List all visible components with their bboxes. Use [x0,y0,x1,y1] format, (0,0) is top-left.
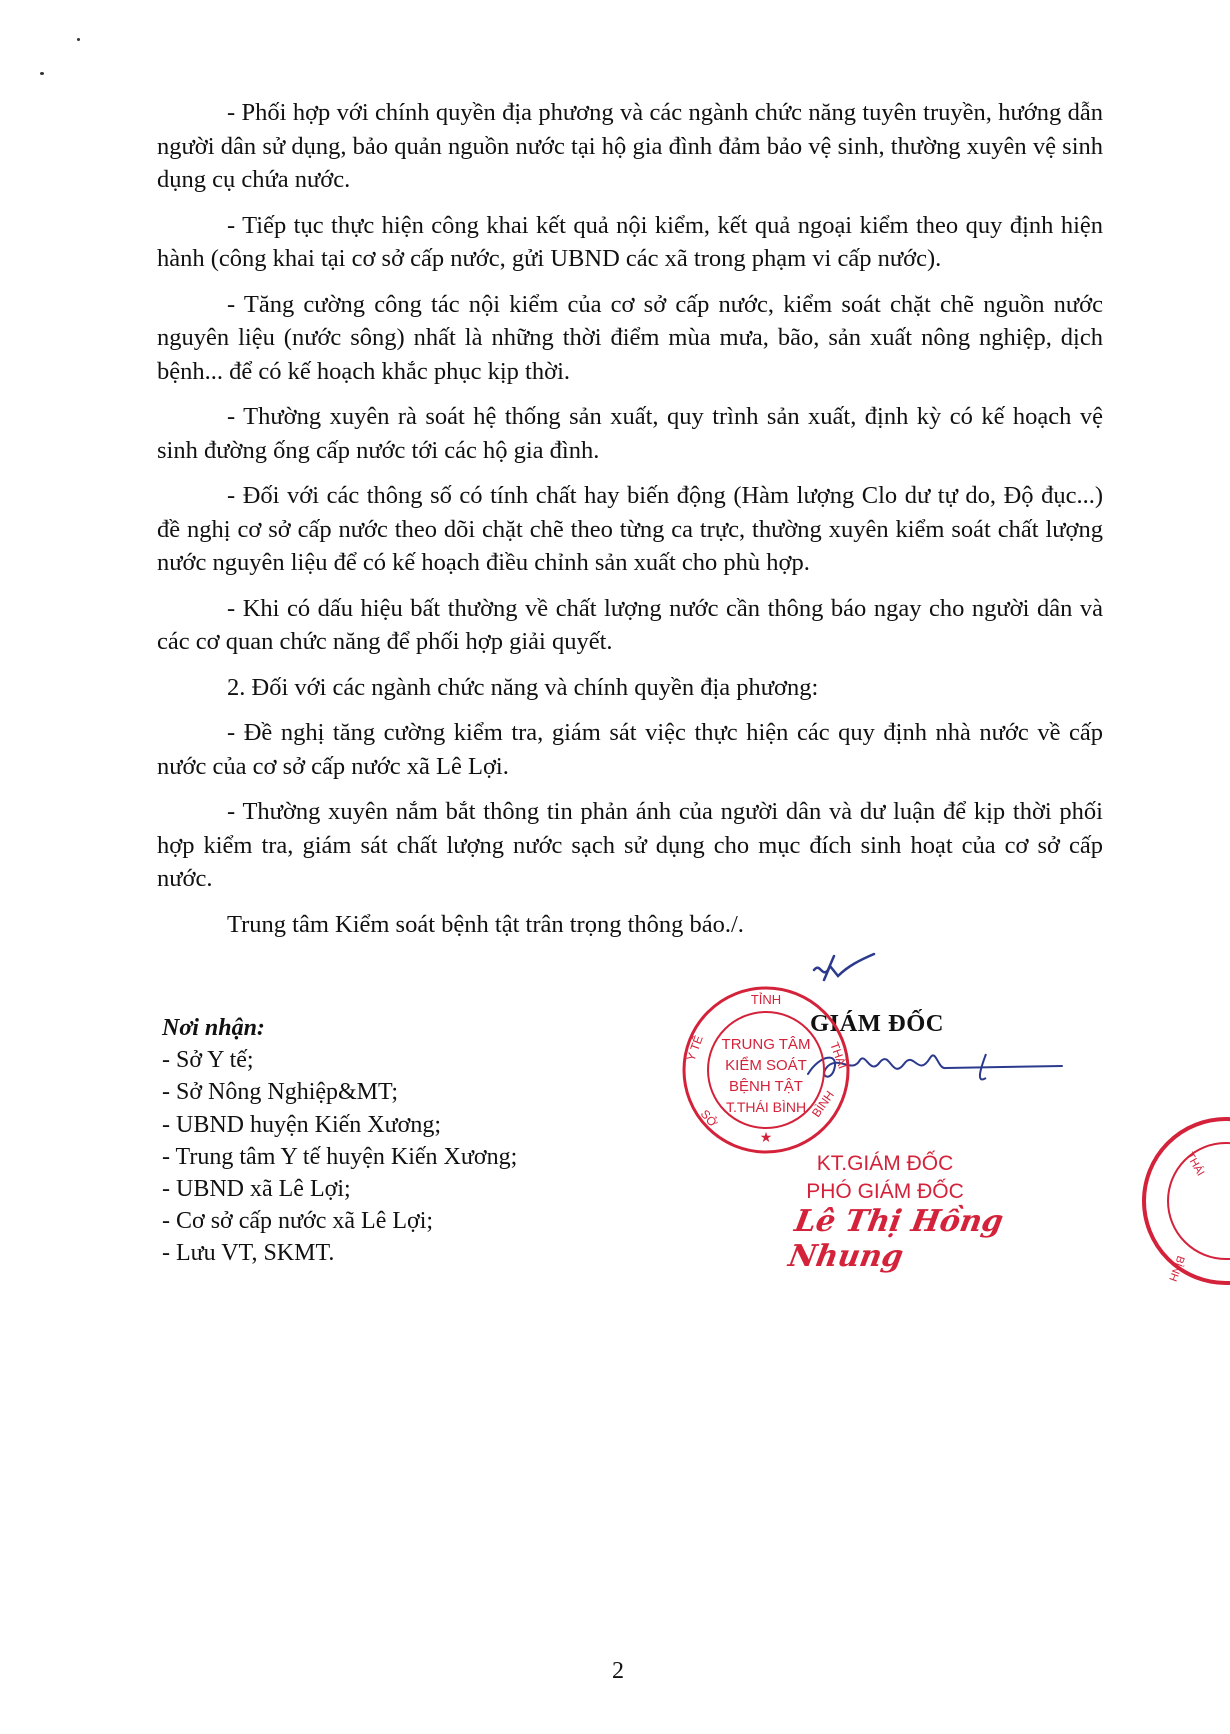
paragraph: - Phối hợp với chính quyền địa phương và các ngành chức năng tuyên truyền, hướng dẫn người dân sử dụng, bảo quản nguồn nước tại hộ gia đình đảm bảo vệ sinh, thường xuyên vệ sinh dụng cụ chứa nước. [157,99,1103,193]
body-text [157,96,1103,953]
recipients-title: Nơi nhận: [162,1015,265,1041]
stamp-ring-top: TỈNH [750,992,782,1007]
recipient-item: - Sở Y tế; [162,1047,254,1074]
signature-role: KT.GIÁM ĐỐC [816,1152,954,1175]
stamp-ring-left: Y TẾ [683,1033,706,1064]
paragraph: - Đề nghị tăng cường kiểm tra, giám sát việc thực hiện các quy định nhà nước về cấp nước của cơ sở cấp nước xã Lê Lợi. [157,719,1103,780]
recipient-item: - Cơ sở cấp nước xã Lê Lợi; [162,1208,434,1235]
recipient-item: - UBND huyện Kiến Xương; [162,1111,441,1138]
edge-stamp-text: THÁI [1183,1150,1207,1179]
signature-title: GIÁM ĐỐC [810,1010,944,1037]
recipient-item: - Sở Nông Nghiệp&MT; [162,1079,399,1106]
paragraph: - Thường xuyên nắm bắt thông tin phản ánh của người dân và dư luận để kịp thời phối hợp kiểm tra, giám sát chất lượng nước sạch sử dụng cho mục đích sinh hoạt của cơ sở cấp nước. [157,798,1103,892]
scan-speck [40,72,44,75]
section-heading: 2. Đối với các ngành chức năng và chính quyền địa phương: [227,673,819,701]
edge-stamp-text: BÌNH [1166,1253,1187,1283]
paragraph: - Đối với các thông số có tính chất hay biến động (Hàm lượng Clo dư tự do, Độ đục...) đề nghị cơ sở cấp nước theo dõi chặt chẽ theo từng ca trực, thường xuyên kiểm soát chất lượng nước nguyên liệu để có kế hoạch điều chỉnh sản xuất cho phù hợp. [157,482,1103,576]
stamp-line: KIỂM SOÁT [725,1057,807,1074]
recipient-item: - Lưu VT, SKMT. [162,1240,335,1267]
closing-line: Trung tâm Kiểm soát bệnh tật trân trọng thông báo./. [227,910,744,938]
scan-speck [77,38,80,41]
recipients-block [162,1012,517,1270]
recipient-item: - Trung tâm Y tế huyện Kiến Xương; [162,1143,518,1170]
paragraph: - Khi có dấu hiệu bất thường về chất lượng nước cần thông báo ngay cho người dân và các cơ quan chức năng để phối hợp giải quyết. [157,594,1103,655]
partial-seal-icon [1128,1115,1230,1287]
stamp-ring-bottom-left: SỞ [697,1106,721,1130]
paragraph: - Tăng cường công tác nội kiểm của cơ sở cấp nước, kiểm soát chặt chẽ nguồn nước nguyên liệu (nước sông) nhất là những thời điểm mùa mưa, bão, sản xuất nông nghiệp, dịch bệnh... để có kế hoạch khắc phục kịp thời. [157,290,1103,385]
stamp-ring-bottom-right: BÌNH [808,1088,837,1120]
signer-name: Lê Thị Hồng Nhung [785,1204,1006,1274]
page-number: 2 [612,1658,624,1684]
stamp-line: BỆNH TẬT [729,1078,803,1095]
stamp-star-icon: ★ [759,1131,773,1146]
paragraph: - Tiếp tục thực hiện công khai kết quả nội kiểm, kết quả ngoại kiểm theo quy định hiện hành (công khai tại cơ sở cấp nước, gửi UBND các xã trong phạm vi cấp nước). [157,211,1103,272]
stamp-ring-right: THÁI [827,1040,850,1071]
recipient-item: - UBND xã Lê Lợi; [162,1176,351,1203]
official-seal-icon [680,984,852,1156]
stamp-line: T.THÁI BÌNH [725,1099,807,1115]
signature-role: PHÓ GIÁM ĐỐC [806,1180,964,1203]
stamp-line: TRUNG TÂM [721,1036,811,1053]
paragraph: - Thường xuyên rà soát hệ thống sản xuất, quy trình sản xuất, định kỳ có kế hoạch vệ sinh đường ống cấp nước tới các hộ gia đình. [157,403,1103,464]
